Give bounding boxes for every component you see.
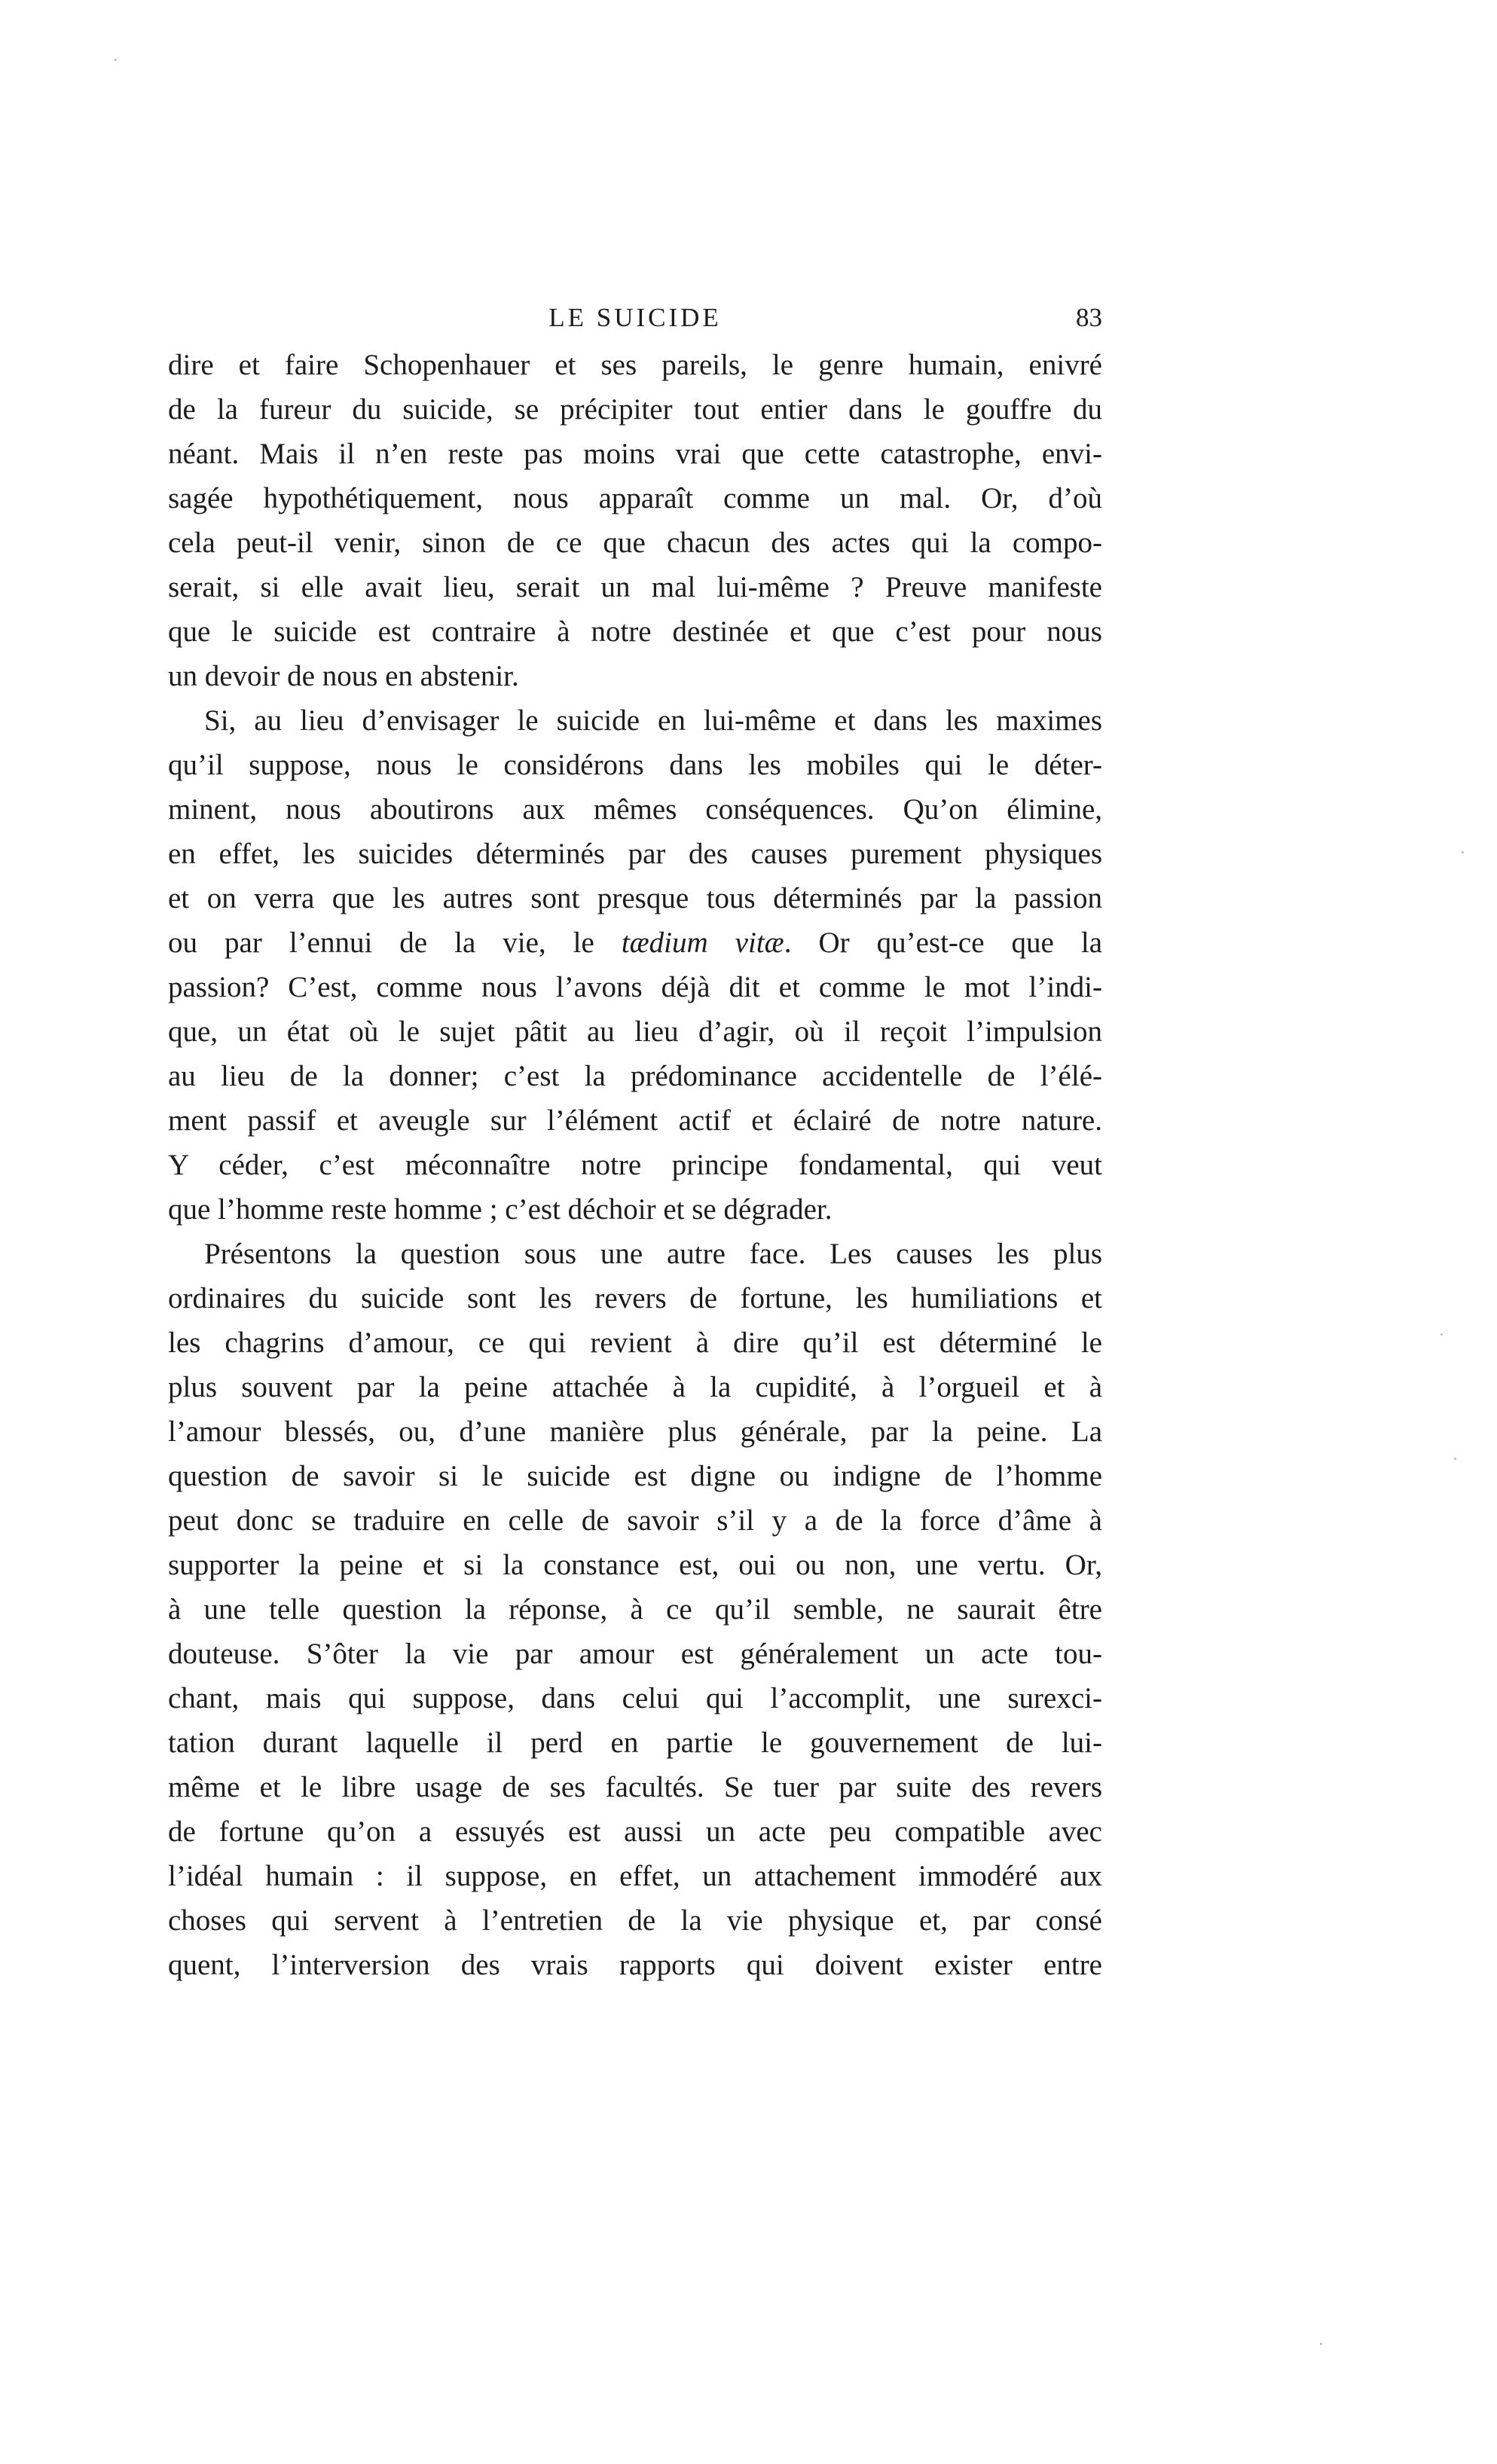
running-head (168, 295, 1102, 340)
text-line: au lieu de la donner; c’est la prédominance accidentelle de l’élé- (168, 1060, 1102, 1092)
text-line: même et le libre usage de ses facultés. Se tuer par suite des revers (168, 1771, 1102, 1803)
text-line: supporter la peine et si la constance est, oui ou non, une vertu. Or, (168, 1549, 1102, 1581)
page-number: 83 (1076, 303, 1102, 332)
paper-speck (1454, 1458, 1456, 1460)
text-line: question de savoir si le suicide est digne ou indigne de l’homme (168, 1460, 1102, 1492)
paper-speck (1440, 1333, 1443, 1336)
paper-speck (115, 59, 117, 61)
text-line: néant. Mais il n’en reste pas moins vrai que cette catastrophe, envi- (168, 438, 1102, 470)
text-line: l’amour blessés, ou, d’une manière plus générale, par la peine. La (168, 1415, 1102, 1448)
text-line: dire et faire Schopenhauer et ses pareils, le genre humain, enivré (168, 349, 1102, 381)
text-line: chant, mais qui suppose, dans celui qui l’accomplit, une surexci- (168, 1682, 1102, 1714)
text-line: Présentons la question sous une autre face. Les causes les plus (204, 1238, 1102, 1270)
text-line: douteuse. S’ôter la vie par amour est généralement un acte tou- (168, 1638, 1102, 1670)
text-line: peut donc se traduire en celle de savoir s’il y a de la force d’âme à (168, 1504, 1102, 1537)
text-line: choses qui servent à l’entretien de la vie physique et, par consé (168, 1904, 1102, 1937)
text-line: l’idéal humain : il suppose, en effet, un attachement immodéré aux (168, 1860, 1102, 1892)
paper-speck (1320, 2343, 1322, 2345)
text-line: de la fureur du suicide, se précipiter tout entier dans le gouffre du (168, 393, 1102, 426)
text-line: minent, nous aboutirons aux mêmes conséquences. Qu’on élimine, (168, 793, 1102, 826)
text-line: ment passif et aveugle sur l’élément actif et éclairé de notre nature. (168, 1104, 1102, 1137)
text-line: que l’homme reste homme ; c’est déchoir et se dégrader. (168, 1193, 833, 1226)
paper-speck (1462, 851, 1464, 853)
text-line: de fortune qu’on a essuyés est aussi un acte peu compatible avec (168, 1815, 1102, 1848)
text-line: Y céder, c’est méconnaître notre principe fondamental, qui veut (168, 1149, 1102, 1181)
body-text (168, 343, 1102, 1987)
text-segment: ou par l’ennui de la vie, le (168, 927, 622, 959)
text-line: à une telle question la réponse, à ce qu’il semble, ne saurait être (168, 1593, 1102, 1626)
text-line: que, un état où le sujet pâtit au lieu d’agir, où il reçoit l’impulsion (168, 1015, 1102, 1048)
latin-phrase: tædium vitæ (621, 927, 784, 959)
text-line: Si, au lieu d’envisager le suicide en lui-même et dans les maximes (204, 704, 1102, 737)
text-line: en effet, les suicides déterminés par des causes purement physiques (168, 838, 1102, 870)
text-line: serait, si elle avait lieu, serait un mal lui-même ? Preuve manifeste (168, 571, 1102, 603)
text-line: ordinaires du suicide sont les revers de fortune, les humiliations et (168, 1282, 1102, 1314)
text-line-with-italic (168, 921, 1102, 965)
text-line: quent, l’interversion des vrais rapports qui doivent exister entre (168, 1949, 1102, 1981)
text-line: cela peut-il venir, sinon de ce que chacun des actes qui la compo- (168, 527, 1102, 559)
text-line: un devoir de nous en abstenir. (168, 660, 519, 692)
text-line: les chagrins d’amour, ce qui revient à dire qu’il est déterminé le (168, 1327, 1102, 1359)
running-title: LE SUICIDE (548, 303, 722, 332)
text-line: tation durant laquelle il perd en partie le gouvernement de lui- (168, 1727, 1102, 1759)
text-line: sagée hypothétiquement, nous apparaît comme un mal. Or, d’où (168, 482, 1102, 514)
text-line: et on verra que les autres sont presque tous déterminés par la passion (168, 882, 1102, 914)
text-line: passion? C’est, comme nous l’avons déjà dit et comme le mot l’indi- (168, 971, 1102, 1003)
text-line: que le suicide est contraire à notre destinée et que c’est pour nous (168, 615, 1102, 648)
text-segment: . Or qu’est-ce que la (784, 927, 1102, 959)
text-line: qu’il suppose, nous le considérons dans les mobiles qui le déter- (168, 749, 1102, 781)
text-line: plus souvent par la peine attachée à la cupidité, à l’orgueil et à (168, 1371, 1102, 1403)
